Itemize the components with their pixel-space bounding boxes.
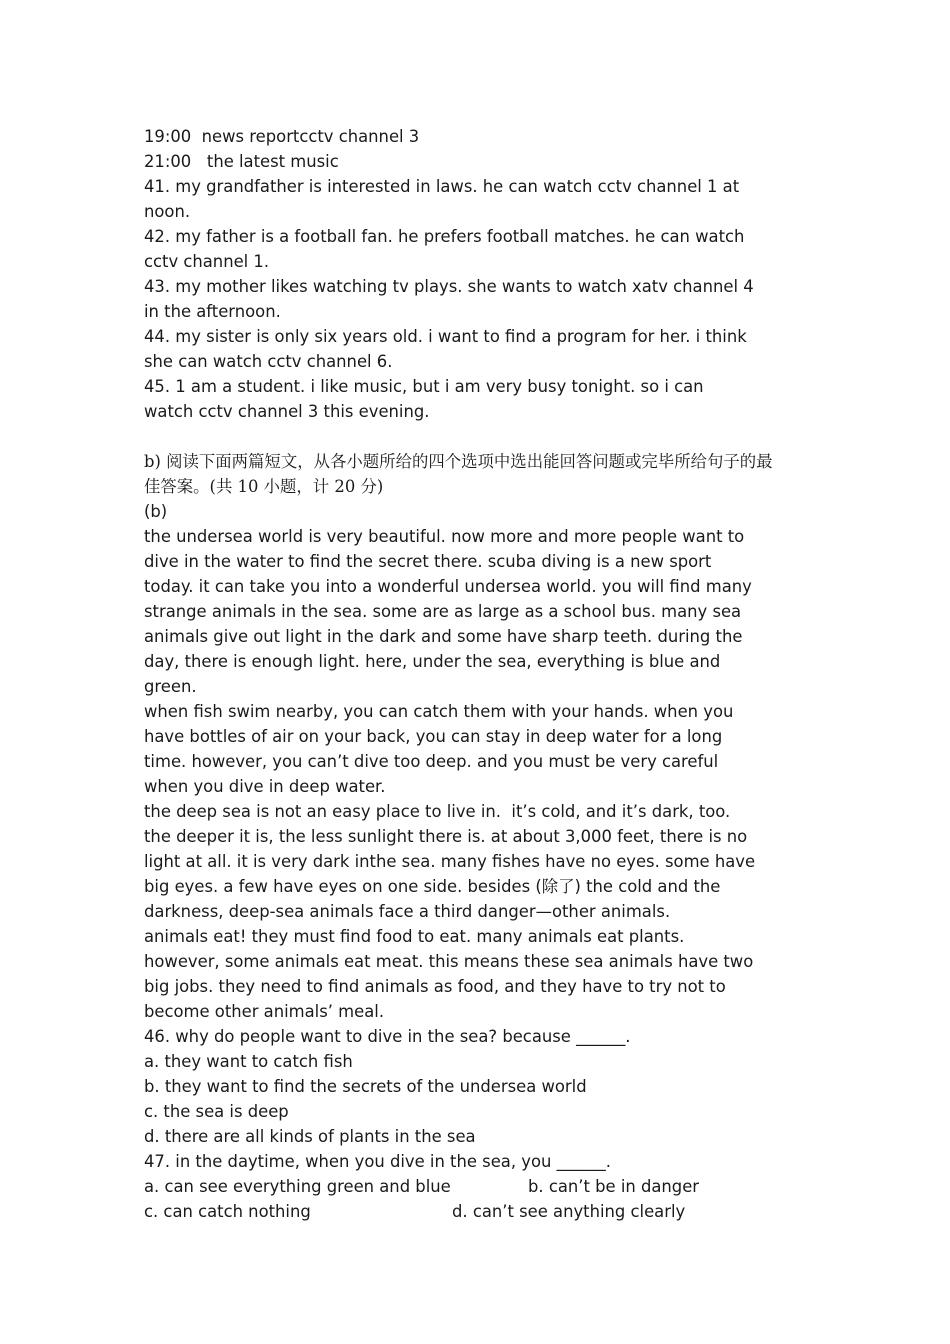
question-42-line-1: 42. my father is a football fan. he prefers football matches. he can watch [144,227,745,246]
question-46-option-c: c. the sea is deep [144,1102,289,1121]
spacer [144,424,816,449]
passage-line: become other animals’ meal. [144,1002,385,1021]
question-44-line-1: 44. my sister is only six years old. i want to find a program for her. i think [144,327,747,346]
schedule-time: 19:00 [144,127,192,146]
passage-line: today. it can take you into a wonderful undersea world. you will find many [144,577,752,596]
document-page [144,124,816,1224]
question-45-line-1: 45. 1 am a student. i like music, but i am very busy tonight. so i can [144,377,704,396]
passage-line: day, there is enough light. here, under the sea, everything is blue and [144,652,721,671]
schedule-program: the latest music [206,152,339,171]
passage-line: darkness, deep-sea animals face a third danger—other animals. [144,902,671,921]
question-47-option-d: d. can’t see anything clearly [452,1202,686,1221]
passage-line: however, some animals eat meat. this means these sea animals have two [144,952,754,971]
question-47-stem: 47. in the daytime, when you dive in the sea, you ______. [144,1152,611,1171]
question-47-options-row-1 [144,1174,816,1199]
passage-line: big eyes. a few have eyes on one side. besides (除了) the cold and the [144,877,721,896]
passage-line: dive in the water to find the secret there. scuba diving is a new sport [144,552,712,571]
passage-line: big jobs. they need to find animals as food, and they have to try not to [144,977,726,996]
passage-line: the deeper it is, the less sunlight there is. at about 3,000 feet, there is no [144,827,748,846]
passage-line: have bottles of air on your back, you can stay in deep water for a long [144,727,723,746]
schedule-row [144,124,816,149]
question-41-line-1: 41. my grandfather is interested in laws. he can watch cctv channel 1 at [144,177,740,196]
passage-line: animals give out light in the dark and some have sharp teeth. during the [144,627,743,646]
section-b-heading: b) 阅读下面两篇短文，从各小题所给的四个选项中选出能回答问题或完毕所给句子的最 [144,452,773,471]
question-46-option-b: b. they want to find the secrets of the undersea world [144,1077,587,1096]
question-46-option-a: a. they want to catch fish [144,1052,353,1071]
schedule-program: news reportcctv channel 3 [201,127,420,146]
question-46-stem: 46. why do people want to dive in the sea? because ______. [144,1027,631,1046]
question-43-line-1: 43. my mother likes watching tv plays. she wants to watch xatv channel 4 [144,277,754,296]
passage-line: the undersea world is very beautiful. now more and more people want to [144,527,745,546]
question-46-option-d: d. there are all kinds of plants in the sea [144,1127,476,1146]
passage-line: light at all. it is very dark inthe sea. many fishes have no eyes. some have [144,852,756,871]
question-47-option-b: b. can’t be in danger [528,1177,700,1196]
question-47-option-c: c. can catch nothing [144,1202,311,1221]
question-45-line-2: watch cctv channel 3 this evening. [144,402,430,421]
passage-label: (b) [144,502,168,521]
question-44-line-2: she can watch cctv channel 6. [144,352,393,371]
passage-body [144,524,816,1024]
passage-line: green. [144,677,197,696]
passage-line: animals eat! they must find food to eat. many animals eat plants. [144,927,685,946]
passage-line: the deep sea is not an easy place to live in. it’s cold, and it’s dark, too. [144,802,731,821]
passage-line: time. however, you can’t dive too deep. and you must be very careful [144,752,719,771]
question-43-line-2: in the afternoon. [144,302,281,321]
passage-line: strange animals in the sea. some are as large as a school bus. many sea [144,602,742,621]
section-b-heading-cont: 佳答案。(共 10 小题，计 20 分) [144,477,384,496]
passage-line: when you dive in deep water. [144,777,386,796]
passage-line: when fish swim nearby, you can catch them with your hands. when you [144,702,734,721]
question-47-option-a: a. can see everything green and blue [144,1177,451,1196]
question-47-options-row-2 [144,1199,816,1224]
schedule-row [144,149,816,174]
schedule-time: 21:00 [144,152,192,171]
question-41-line-2: noon. [144,202,191,221]
question-42-line-2: cctv channel 1. [144,252,270,271]
